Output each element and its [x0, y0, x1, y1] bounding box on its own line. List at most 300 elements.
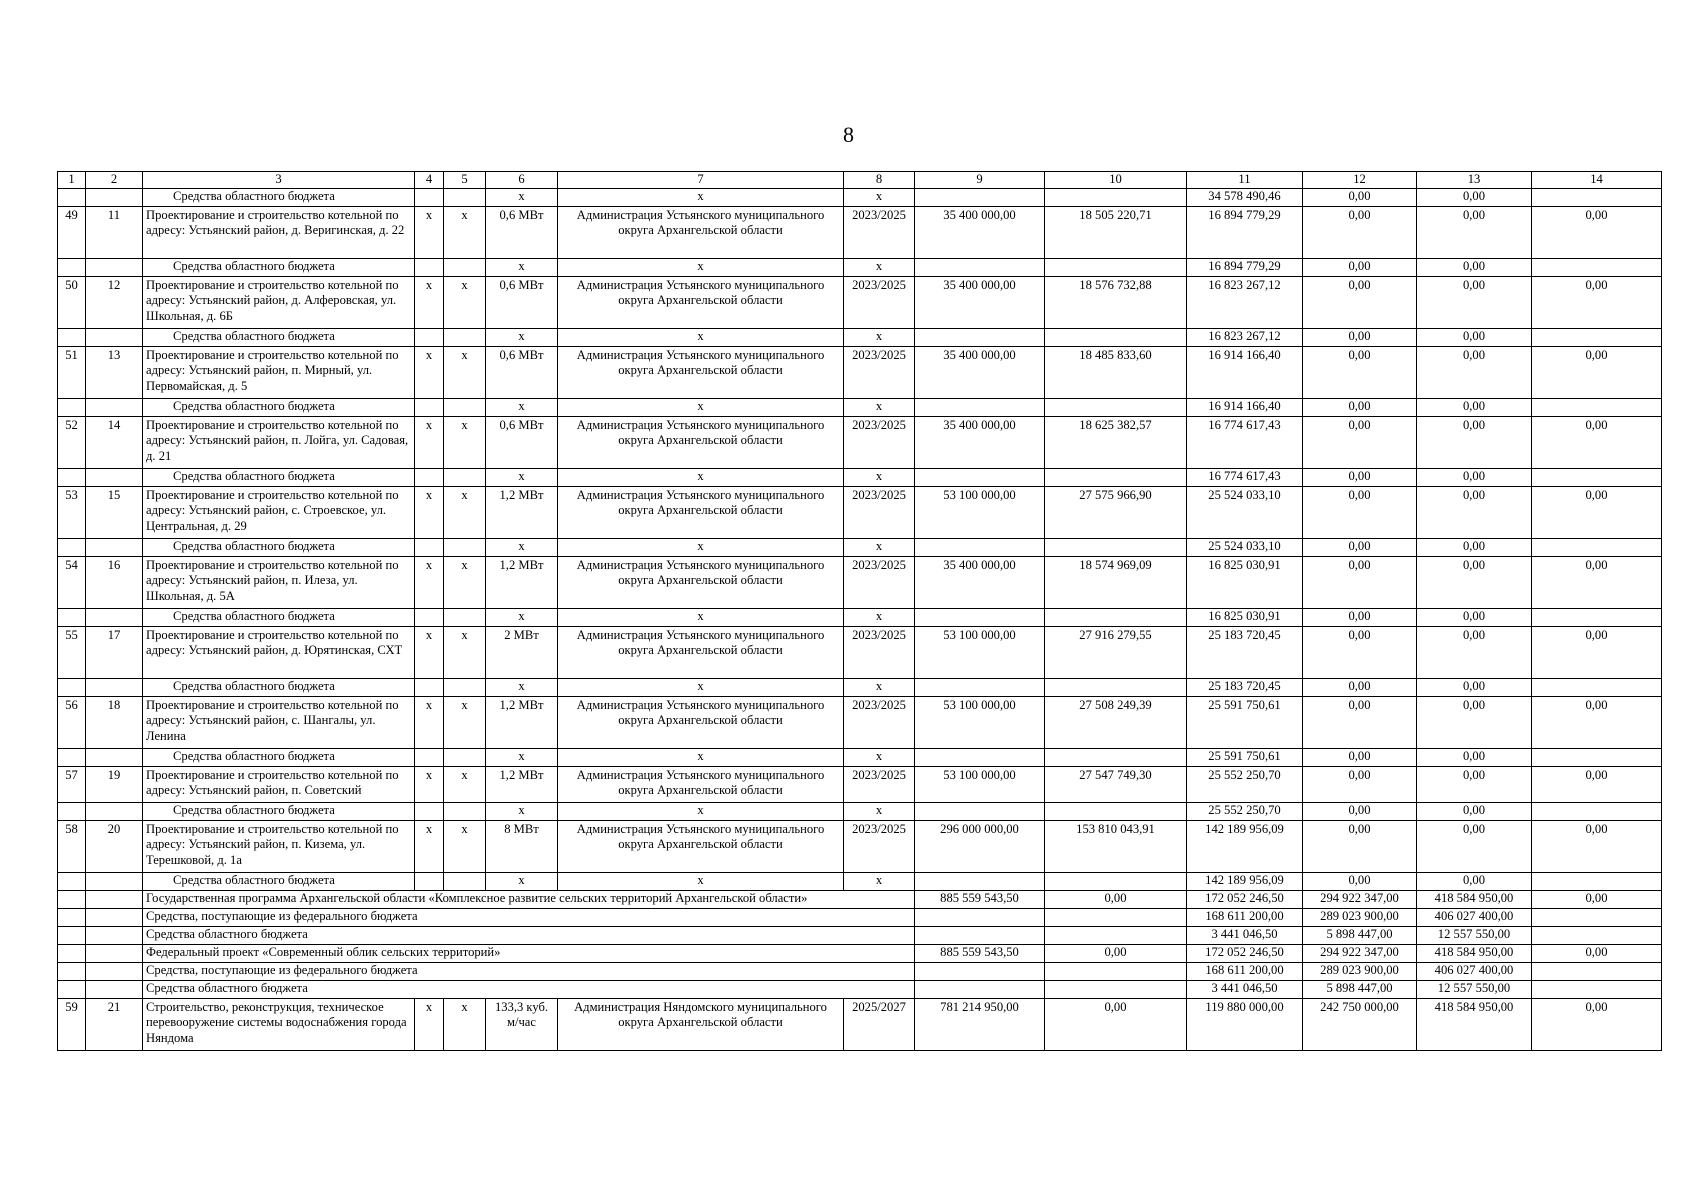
x-mark: х — [444, 999, 486, 1051]
value-cell: 0,00 — [1303, 557, 1417, 609]
column-number: 9 — [915, 172, 1045, 189]
sub-label: Средства областного бюджета — [143, 329, 415, 347]
x-mark: х — [444, 417, 486, 469]
value-cell: 0,00 — [1303, 803, 1417, 821]
value-cell: 168 611 200,00 — [1187, 963, 1303, 981]
value-cell: 16 823 267,12 — [1187, 277, 1303, 329]
regional-budget-row — [58, 539, 1662, 557]
value-cell: 0,00 — [1303, 627, 1417, 679]
column-number: 13 — [1417, 172, 1532, 189]
value-cell: 0,00 — [1303, 873, 1417, 891]
summary-label: Средства, поступающие из федерального бюджета — [143, 963, 915, 981]
x-mark: х — [844, 329, 915, 347]
sub-label: Средства областного бюджета — [143, 803, 415, 821]
empty-cell — [444, 259, 486, 277]
x-mark: х — [844, 609, 915, 627]
value-cell: 25 183 720,45 — [1187, 627, 1303, 679]
item-number: 11 — [86, 207, 143, 259]
value-cell: 0,00 — [1417, 697, 1532, 749]
value-cell: 0,00 — [1303, 609, 1417, 627]
capacity: 1,2 МВт — [486, 767, 558, 803]
capacity: 133,3 куб. м/час — [486, 999, 558, 1051]
value-cell: 0,00 — [1417, 679, 1532, 697]
project-row — [58, 277, 1662, 329]
x-mark: х — [486, 189, 558, 207]
x-mark: х — [444, 347, 486, 399]
page-number: 8 — [843, 122, 854, 147]
value-cell: 0,00 — [1417, 627, 1532, 679]
value-cell: 25 524 033,10 — [1187, 487, 1303, 539]
value-cell: 35 400 000,00 — [915, 207, 1045, 259]
value-cell: 0,00 — [1417, 399, 1532, 417]
value-cell: 0,00 — [1303, 697, 1417, 749]
empty-cell — [1532, 679, 1662, 697]
value-cell — [1045, 963, 1187, 981]
empty-cell — [58, 945, 86, 963]
value-cell: 0,00 — [1417, 749, 1532, 767]
value-cell: 0,00 — [1532, 945, 1662, 963]
empty-cell — [86, 963, 143, 981]
sub-label: Средства областного бюджета — [143, 189, 415, 207]
row-number: 52 — [58, 417, 86, 469]
value-cell: 0,00 — [1303, 417, 1417, 469]
empty-cell — [415, 609, 444, 627]
column-number: 1 — [58, 172, 86, 189]
value-cell: 0,00 — [1303, 207, 1417, 259]
value-cell: 25 183 720,45 — [1187, 679, 1303, 697]
value-cell: 53 100 000,00 — [915, 697, 1045, 749]
value-cell — [915, 927, 1045, 945]
x-mark: х — [558, 259, 844, 277]
regional-budget-row — [58, 749, 1662, 767]
sub-label: Средства областного бюджета — [143, 609, 415, 627]
empty-cell — [86, 609, 143, 627]
value-cell: 27 916 279,55 — [1045, 627, 1187, 679]
empty-cell — [915, 189, 1045, 207]
x-mark: х — [486, 399, 558, 417]
empty-cell — [58, 189, 86, 207]
empty-cell — [86, 189, 143, 207]
project-name: Проектирование и строительство котельной по адресу: Устьянский район, п. Илеза, ул. Школьная, д. 5А — [143, 557, 415, 609]
value-cell: 119 880 000,00 — [1187, 999, 1303, 1051]
row-number: 55 — [58, 627, 86, 679]
project-row — [58, 487, 1662, 539]
empty-cell — [1532, 399, 1662, 417]
x-mark: х — [486, 539, 558, 557]
x-mark: х — [444, 277, 486, 329]
row-number: 50 — [58, 277, 86, 329]
row-number: 53 — [58, 487, 86, 539]
value-cell: 0,00 — [1532, 999, 1662, 1051]
empty-cell — [915, 609, 1045, 627]
value-cell: 289 023 900,00 — [1303, 909, 1417, 927]
value-cell: 0,00 — [1303, 277, 1417, 329]
value-cell: 16 894 779,29 — [1187, 259, 1303, 277]
empty-cell — [415, 189, 444, 207]
capacity: 1,2 МВт — [486, 487, 558, 539]
row-number: 58 — [58, 821, 86, 873]
value-cell: 18 505 220,71 — [1045, 207, 1187, 259]
x-mark: х — [558, 749, 844, 767]
empty-cell — [86, 749, 143, 767]
value-cell: 0,00 — [1417, 329, 1532, 347]
x-mark: х — [844, 399, 915, 417]
value-cell: 18 625 382,57 — [1045, 417, 1187, 469]
capacity: 1,2 МВт — [486, 697, 558, 749]
responsible-org: Администрация Устьянского муниципального округа Архангельской области — [558, 417, 844, 469]
empty-cell — [1045, 679, 1187, 697]
x-mark: х — [486, 329, 558, 347]
empty-cell — [915, 803, 1045, 821]
period: 2023/2025 — [844, 821, 915, 873]
value-cell: 0,00 — [1532, 277, 1662, 329]
project-name: Строительство, реконструкция, техническое перевооружение системы водоснабжения города Няндома — [143, 999, 415, 1051]
sub-label: Средства областного бюджета — [143, 259, 415, 277]
value-cell: 27 575 966,90 — [1045, 487, 1187, 539]
value-cell: 0,00 — [1303, 189, 1417, 207]
empty-cell — [915, 679, 1045, 697]
regional-budget-row — [58, 259, 1662, 277]
empty-cell — [58, 891, 86, 909]
value-cell: 153 810 043,91 — [1045, 821, 1187, 873]
value-cell — [1532, 927, 1662, 945]
summary-label: Средства областного бюджета — [143, 927, 915, 945]
project-name: Проектирование и строительство котельной по адресу: Устьянский район, п. Кизема, ул. Терешковой, д. 1а — [143, 821, 415, 873]
empty-cell — [1532, 609, 1662, 627]
value-cell: 0,00 — [1417, 277, 1532, 329]
value-cell: 296 000 000,00 — [915, 821, 1045, 873]
responsible-org: Администрация Устьянского муниципального округа Архангельской области — [558, 767, 844, 803]
row-number: 56 — [58, 697, 86, 749]
empty-cell — [86, 469, 143, 487]
value-cell: 25 524 033,10 — [1187, 539, 1303, 557]
item-number: 16 — [86, 557, 143, 609]
value-cell: 418 584 950,00 — [1417, 891, 1532, 909]
empty-cell — [415, 679, 444, 697]
project-row — [58, 821, 1662, 873]
value-cell: 0,00 — [1532, 557, 1662, 609]
empty-cell — [86, 891, 143, 909]
value-cell: 0,00 — [1303, 399, 1417, 417]
project-name: Проектирование и строительство котельной по адресу: Устьянский район, д. Алферовская, ул. Школьная, д. 6Б — [143, 277, 415, 329]
x-mark: х — [558, 399, 844, 417]
value-cell: 172 052 246,50 — [1187, 945, 1303, 963]
empty-cell — [58, 399, 86, 417]
empty-cell — [415, 259, 444, 277]
responsible-org: Администрация Устьянского муниципального округа Архангельской области — [558, 697, 844, 749]
value-cell: 25 591 750,61 — [1187, 749, 1303, 767]
x-mark: х — [486, 749, 558, 767]
x-mark: х — [558, 539, 844, 557]
summary-label: Средства, поступающие из федерального бюджета — [143, 909, 915, 927]
empty-cell — [415, 399, 444, 417]
value-cell — [1532, 981, 1662, 999]
empty-cell — [1045, 469, 1187, 487]
regional-budget-row — [58, 679, 1662, 697]
column-number: 7 — [558, 172, 844, 189]
project-name: Проектирование и строительство котельной по адресу: Устьянский район, п. Советский — [143, 767, 415, 803]
project-row — [58, 697, 1662, 749]
item-number: 17 — [86, 627, 143, 679]
regional-budget-row — [58, 399, 1662, 417]
summary-row — [58, 981, 1662, 999]
project-name: Проектирование и строительство котельной по адресу: Устьянский район, с. Строевское, ул. Центральная, д. 29 — [143, 487, 415, 539]
item-number: 18 — [86, 697, 143, 749]
x-mark: х — [415, 347, 444, 399]
value-cell: 294 922 347,00 — [1303, 891, 1417, 909]
empty-cell — [86, 927, 143, 945]
summary-row — [58, 909, 1662, 927]
x-mark: х — [415, 557, 444, 609]
empty-cell — [1532, 259, 1662, 277]
value-cell: 0,00 — [1417, 469, 1532, 487]
empty-cell — [58, 679, 86, 697]
capacity: 0,6 МВт — [486, 207, 558, 259]
summary-label: Средства областного бюджета — [143, 981, 915, 999]
summary-row — [58, 945, 1662, 963]
x-mark: х — [558, 873, 844, 891]
responsible-org: Администрация Устьянского муниципального округа Архангельской области — [558, 557, 844, 609]
regional-budget-row — [58, 609, 1662, 627]
regional-budget-row — [58, 469, 1662, 487]
row-number: 51 — [58, 347, 86, 399]
project-row — [58, 627, 1662, 679]
empty-cell — [1532, 539, 1662, 557]
sub-label: Средства областного бюджета — [143, 873, 415, 891]
empty-cell — [444, 399, 486, 417]
summary-row — [58, 963, 1662, 981]
summary-row — [58, 927, 1662, 945]
empty-cell — [915, 539, 1045, 557]
item-number: 12 — [86, 277, 143, 329]
empty-cell — [86, 945, 143, 963]
x-mark: х — [415, 697, 444, 749]
empty-cell — [1045, 803, 1187, 821]
empty-cell — [1045, 329, 1187, 347]
value-cell: 0,00 — [1417, 347, 1532, 399]
value-cell: 289 023 900,00 — [1303, 963, 1417, 981]
empty-cell — [915, 399, 1045, 417]
empty-cell — [58, 873, 86, 891]
value-cell: 418 584 950,00 — [1417, 999, 1532, 1051]
empty-cell — [1045, 873, 1187, 891]
empty-cell — [86, 981, 143, 999]
value-cell: 34 578 490,46 — [1187, 189, 1303, 207]
value-cell: 0,00 — [1303, 347, 1417, 399]
column-number: 3 — [143, 172, 415, 189]
project-name: Проектирование и строительство котельной по адресу: Устьянский район, д. Веригинская, д. 22 — [143, 207, 415, 259]
value-cell: 3 441 046,50 — [1187, 981, 1303, 999]
value-cell: 0,00 — [1417, 821, 1532, 873]
empty-cell — [444, 679, 486, 697]
value-cell: 0,00 — [1303, 767, 1417, 803]
x-mark: х — [844, 803, 915, 821]
empty-cell — [58, 803, 86, 821]
value-cell: 0,00 — [1045, 945, 1187, 963]
project-row — [58, 207, 1662, 259]
empty-cell — [444, 749, 486, 767]
sub-label: Средства областного бюджета — [143, 749, 415, 767]
value-cell: 0,00 — [1417, 417, 1532, 469]
value-cell: 35 400 000,00 — [915, 417, 1045, 469]
value-cell: 885 559 543,50 — [915, 945, 1045, 963]
x-mark: х — [415, 627, 444, 679]
empty-cell — [415, 539, 444, 557]
value-cell: 242 750 000,00 — [1303, 999, 1417, 1051]
empty-cell — [1045, 189, 1187, 207]
x-mark: х — [844, 873, 915, 891]
project-row — [58, 999, 1662, 1051]
responsible-org: Администрация Устьянского муниципального округа Архангельской области — [558, 207, 844, 259]
x-mark: х — [486, 609, 558, 627]
period: 2023/2025 — [844, 417, 915, 469]
value-cell: 142 189 956,09 — [1187, 821, 1303, 873]
empty-cell — [1045, 259, 1187, 277]
value-cell: 53 100 000,00 — [915, 627, 1045, 679]
value-cell — [915, 963, 1045, 981]
x-mark: х — [844, 469, 915, 487]
empty-cell — [915, 469, 1045, 487]
value-cell: 0,00 — [1417, 189, 1532, 207]
empty-cell — [415, 803, 444, 821]
empty-cell — [1532, 469, 1662, 487]
value-cell: 406 027 400,00 — [1417, 963, 1532, 981]
row-number: 59 — [58, 999, 86, 1051]
value-cell: 0,00 — [1303, 821, 1417, 873]
value-cell: 25 591 750,61 — [1187, 697, 1303, 749]
value-cell: 0,00 — [1532, 821, 1662, 873]
value-cell — [915, 981, 1045, 999]
capacity: 0,6 МВт — [486, 417, 558, 469]
item-number: 20 — [86, 821, 143, 873]
sub-label: Средства областного бюджета — [143, 399, 415, 417]
empty-cell — [915, 259, 1045, 277]
value-cell: 0,00 — [1417, 767, 1532, 803]
value-cell: 18 574 969,09 — [1045, 557, 1187, 609]
x-mark: х — [558, 609, 844, 627]
value-cell: 142 189 956,09 — [1187, 873, 1303, 891]
value-cell — [1532, 909, 1662, 927]
responsible-org: Администрация Устьянского муниципального округа Архангельской области — [558, 347, 844, 399]
value-cell: 53 100 000,00 — [915, 487, 1045, 539]
empty-cell — [444, 803, 486, 821]
value-cell: 0,00 — [1303, 487, 1417, 539]
value-cell: 0,00 — [1303, 679, 1417, 697]
summary-label: Государственная программа Архангельской области «Комплексное развитие сельских территорий Архангельской области» — [143, 891, 915, 909]
value-cell: 0,00 — [1417, 803, 1532, 821]
x-mark: х — [415, 999, 444, 1051]
empty-cell — [1532, 749, 1662, 767]
column-number-row — [58, 172, 1662, 189]
responsible-org: Администрация Устьянского муниципального округа Архангельской области — [558, 821, 844, 873]
value-cell: 406 027 400,00 — [1417, 909, 1532, 927]
item-number: 13 — [86, 347, 143, 399]
value-cell — [1532, 963, 1662, 981]
period: 2023/2025 — [844, 487, 915, 539]
empty-cell — [1045, 609, 1187, 627]
empty-cell — [444, 609, 486, 627]
value-cell: 16 914 166,40 — [1187, 347, 1303, 399]
value-cell: 16 894 779,29 — [1187, 207, 1303, 259]
capacity: 1,2 МВт — [486, 557, 558, 609]
empty-cell — [1045, 749, 1187, 767]
column-number: 14 — [1532, 172, 1662, 189]
x-mark: х — [486, 679, 558, 697]
empty-cell — [58, 749, 86, 767]
project-row — [58, 347, 1662, 399]
sub-label: Средства областного бюджета — [143, 469, 415, 487]
value-cell: 0,00 — [1303, 539, 1417, 557]
x-mark: х — [844, 539, 915, 557]
project-name: Проектирование и строительство котельной по адресу: Устьянский район, д. Юрятинская, СХТ — [143, 627, 415, 679]
x-mark: х — [415, 207, 444, 259]
empty-cell — [415, 749, 444, 767]
x-mark: х — [558, 469, 844, 487]
column-number: 11 — [1187, 172, 1303, 189]
x-mark: х — [444, 767, 486, 803]
value-cell: 16 774 617,43 — [1187, 469, 1303, 487]
capacity: 0,6 МВт — [486, 277, 558, 329]
capacity: 0,6 МВт — [486, 347, 558, 399]
value-cell: 0,00 — [1417, 207, 1532, 259]
x-mark: х — [444, 207, 486, 259]
row-number: 54 — [58, 557, 86, 609]
value-cell: 5 898 447,00 — [1303, 927, 1417, 945]
x-mark: х — [444, 557, 486, 609]
value-cell: 3 441 046,50 — [1187, 927, 1303, 945]
regional-budget-row — [58, 189, 1662, 207]
value-cell: 0,00 — [1417, 873, 1532, 891]
row-number: 57 — [58, 767, 86, 803]
value-cell — [1045, 981, 1187, 999]
empty-cell — [444, 189, 486, 207]
period: 2023/2025 — [844, 207, 915, 259]
value-cell: 0,00 — [1532, 417, 1662, 469]
row-number: 49 — [58, 207, 86, 259]
x-mark: х — [558, 803, 844, 821]
value-cell: 27 547 749,30 — [1045, 767, 1187, 803]
empty-cell — [86, 399, 143, 417]
value-cell: 12 557 550,00 — [1417, 927, 1532, 945]
value-cell: 0,00 — [1417, 539, 1532, 557]
value-cell: 16 914 166,40 — [1187, 399, 1303, 417]
value-cell: 0,00 — [1417, 557, 1532, 609]
value-cell: 0,00 — [1045, 999, 1187, 1051]
value-cell — [915, 909, 1045, 927]
empty-cell — [915, 873, 1045, 891]
x-mark: х — [415, 417, 444, 469]
x-mark: х — [844, 259, 915, 277]
empty-cell — [86, 873, 143, 891]
x-mark: х — [844, 679, 915, 697]
value-cell: 18 485 833,60 — [1045, 347, 1187, 399]
x-mark: х — [486, 803, 558, 821]
period: 2023/2025 — [844, 277, 915, 329]
empty-cell — [86, 803, 143, 821]
value-cell: 0,00 — [1417, 487, 1532, 539]
value-cell: 0,00 — [1417, 609, 1532, 627]
empty-cell — [915, 329, 1045, 347]
column-number: 12 — [1303, 172, 1417, 189]
responsible-org: Администрация Устьянского муниципального округа Архангельской области — [558, 487, 844, 539]
regional-budget-row — [58, 873, 1662, 891]
project-row — [58, 767, 1662, 803]
value-cell: 0,00 — [1532, 207, 1662, 259]
x-mark: х — [558, 329, 844, 347]
column-number: 8 — [844, 172, 915, 189]
x-mark: х — [486, 259, 558, 277]
responsible-org: Администрация Устьянского муниципального округа Архангельской области — [558, 627, 844, 679]
